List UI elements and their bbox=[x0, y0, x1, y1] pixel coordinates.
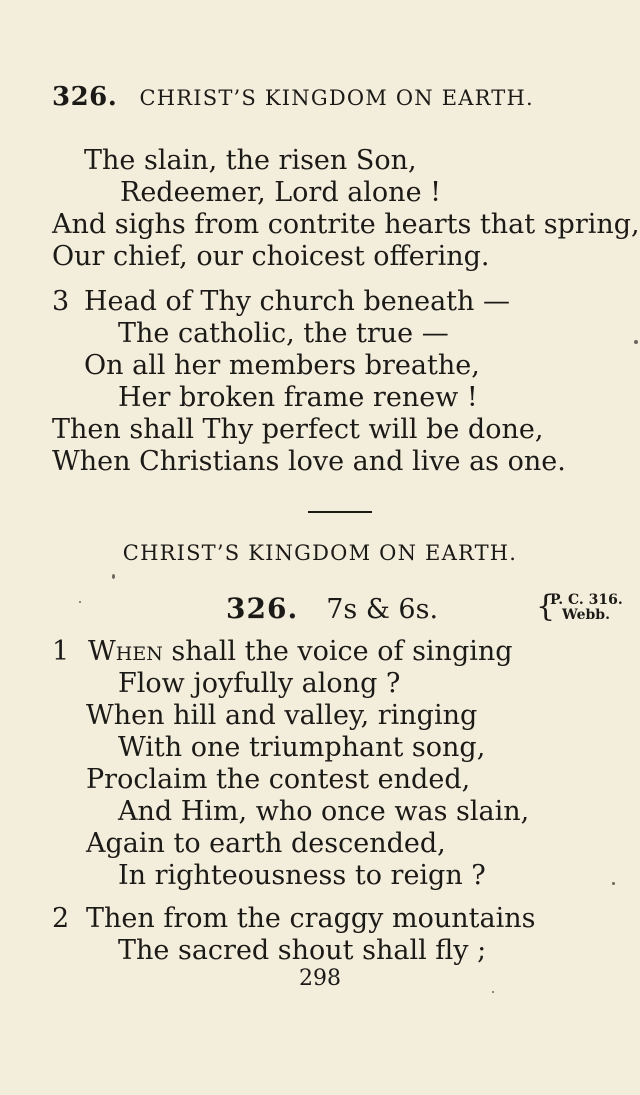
verse-first-line-rest: shall the voice of singing bbox=[162, 636, 513, 667]
verse-line: The slain, the risen Son, bbox=[84, 145, 417, 176]
verse-first-word: When bbox=[88, 636, 163, 667]
hymn-heading bbox=[226, 592, 438, 625]
running-head-number: 326. bbox=[52, 82, 118, 112]
paper-speck bbox=[634, 340, 638, 344]
paper-speck bbox=[112, 574, 115, 579]
brace-glyph: { bbox=[536, 589, 556, 624]
verse-number: 2 bbox=[52, 903, 70, 934]
paper-speck bbox=[492, 991, 494, 993]
verse-line: The catholic, the true — bbox=[118, 318, 449, 349]
hymn-number: 326. bbox=[226, 592, 299, 625]
verse-line: When Christians love and live as one. bbox=[52, 446, 566, 477]
section-divider bbox=[308, 511, 372, 513]
verse-line: Proclaim the contest ended, bbox=[86, 764, 471, 795]
verse-line: Head of Thy church beneath — bbox=[84, 286, 511, 317]
verse-line: Our chief, our choicest offering. bbox=[52, 241, 490, 272]
verse-number: 1 bbox=[52, 636, 70, 667]
verse-line: With one triumphant song, bbox=[118, 732, 486, 763]
tune-reference-book: P. C. 316. bbox=[550, 592, 623, 608]
verse-line: When hill and valley, ringing bbox=[86, 700, 478, 731]
page-number: 298 bbox=[299, 966, 341, 991]
paper-speck bbox=[79, 601, 81, 603]
verse-line: Flow joyfully along ? bbox=[118, 668, 401, 699]
verse-line: Then shall Thy perfect will be done, bbox=[52, 414, 544, 445]
verse-line: Then from the craggy mountains bbox=[86, 903, 536, 934]
verse-line: The sacred shout shall fly ; bbox=[118, 935, 487, 966]
section-title: CHRIST’S KINGDOM ON EARTH. bbox=[122, 541, 518, 565]
verse-first-line bbox=[88, 638, 513, 665]
tune-reference-name: Webb. bbox=[562, 607, 610, 623]
verse-line: And sighs from contrite hearts that spring, bbox=[52, 209, 640, 240]
paper-speck bbox=[612, 882, 615, 885]
verse-line: In righteousness to reign ? bbox=[118, 860, 486, 891]
verse-line: And Him, who once was slain, bbox=[118, 796, 530, 827]
verse-line: Again to earth descended, bbox=[86, 828, 446, 859]
verse-line: Redeemer, Lord alone ! bbox=[120, 177, 441, 208]
verse-line: Her broken frame renew ! bbox=[118, 382, 478, 413]
verse-line: On all her members breathe, bbox=[84, 350, 480, 381]
running-head-title: CHRIST’S KINGDOM ON EARTH. bbox=[139, 86, 534, 110]
hymn-meter: 7s & 6s. bbox=[326, 594, 439, 625]
running-head bbox=[52, 82, 534, 112]
verse-number: 3 bbox=[52, 286, 70, 317]
